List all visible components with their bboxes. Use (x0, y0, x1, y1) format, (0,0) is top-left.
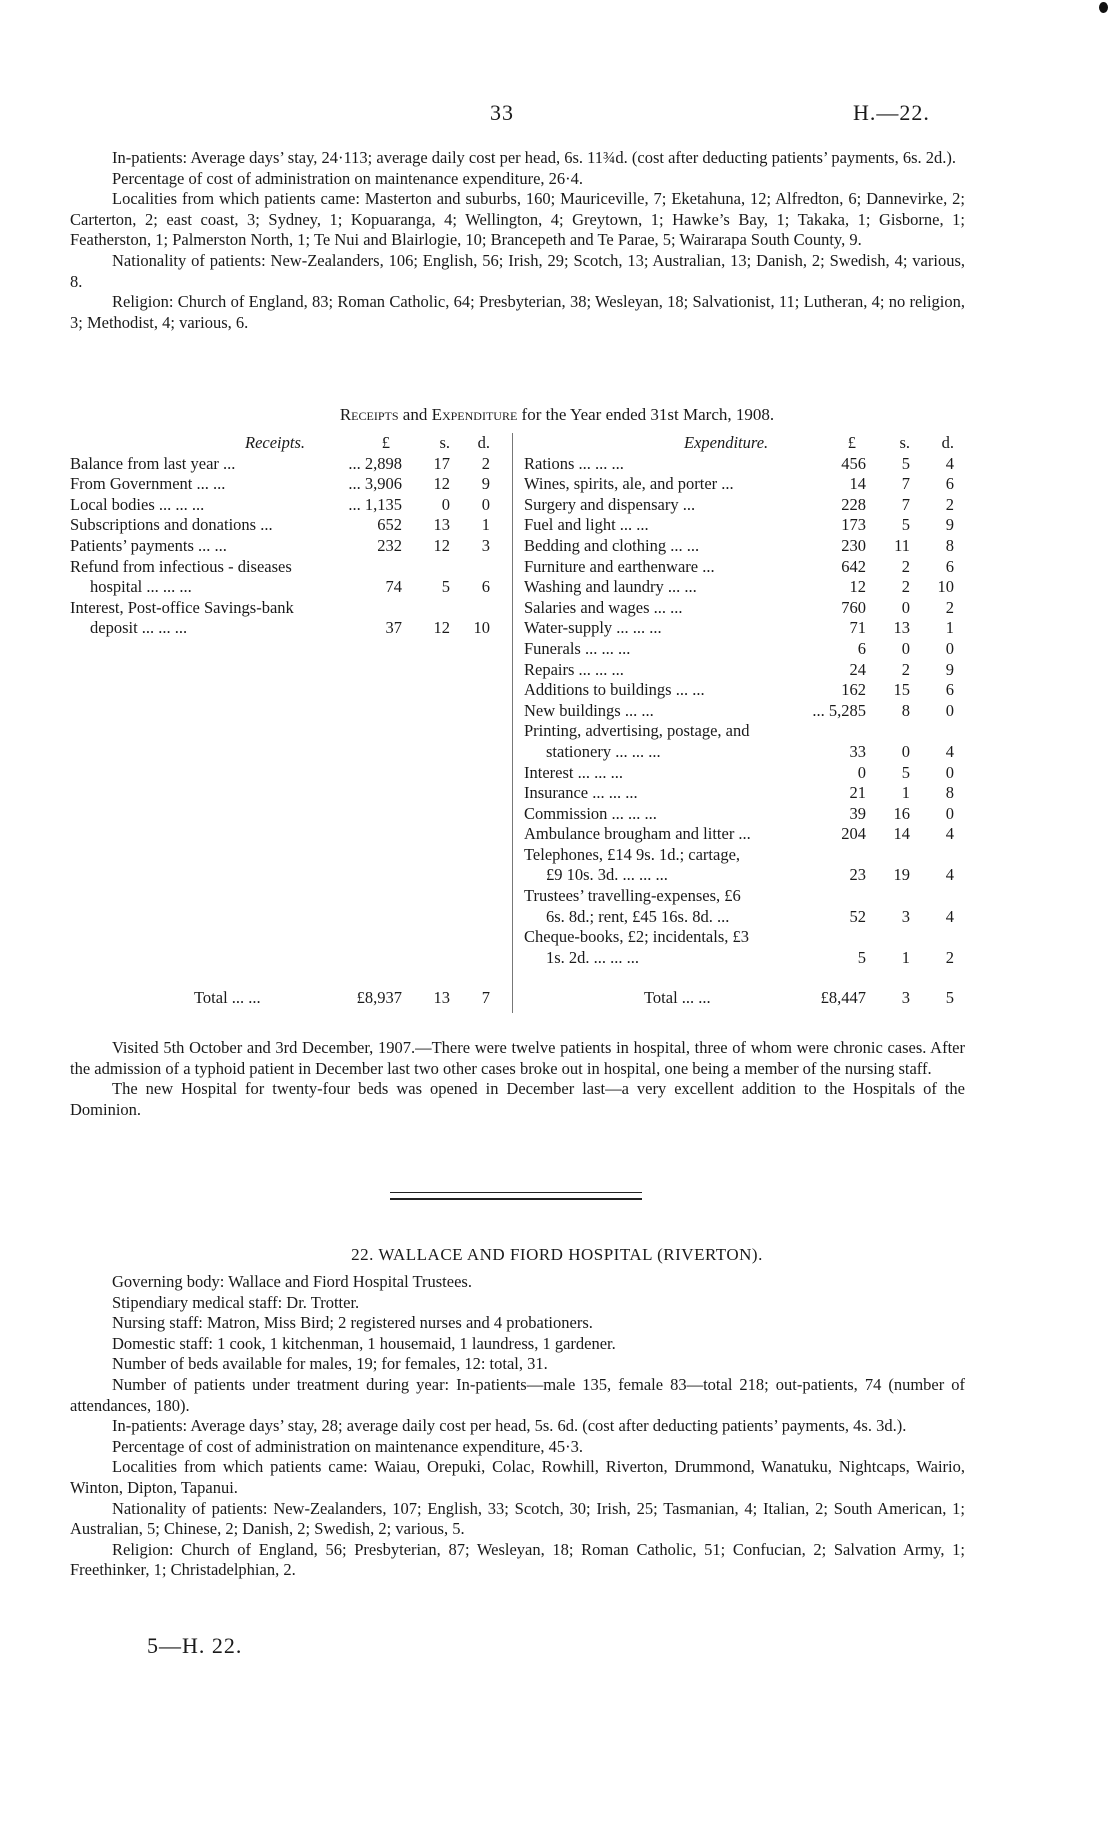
row-shillings: 1 (901, 783, 910, 803)
row-pence: 6 (481, 577, 490, 597)
row-label: Bedding and clothing ... ... (524, 535, 700, 555)
total-row (524, 988, 956, 1009)
row-pounds: 760 (841, 597, 866, 617)
paragraph: The new Hospital for twenty-four beds was opened in December last—a very excellent addition to the Hospitals of the Dominion. (70, 1079, 965, 1119)
row-pounds: 162 (841, 680, 866, 700)
row-label: 6s. 8d.; rent, £45 16s. 8d. ... (546, 906, 730, 926)
expenditure-column (524, 433, 956, 968)
table-row (524, 742, 956, 763)
row-shillings: 2 (901, 659, 910, 679)
title-rest: for the Year ended 31st March, 1908. (521, 405, 775, 424)
row-pence: 0 (481, 494, 490, 514)
row-pence: 2 (945, 597, 954, 617)
row-shillings: 17 (433, 453, 450, 473)
row-label: Trustees’ travelling-expenses, £6 (524, 886, 741, 906)
row-shillings: 14 (893, 824, 910, 844)
table-row (524, 577, 956, 598)
total-pence: 7 (481, 988, 490, 1007)
pence-heading: d. (941, 433, 954, 452)
paragraph: Nationality of patients: New-Zealanders, 107; English, 33; Scotch, 30; Irish, 25; Tasmanian, 4; Italian, 2; South American, 1; Australian, 5; Chinese, 2; Danish, 2; Swedish, 2; various, 5. (70, 1498, 965, 1539)
row-shillings: 11 (894, 535, 910, 555)
row-pounds: 14 (849, 474, 866, 494)
row-pence: 10 (937, 577, 954, 597)
total-label: Total ... ... (194, 988, 261, 1007)
total-label: Total ... ... (644, 988, 711, 1007)
paragraph: Localities from which patients came: Waiau, Orepuki, Colac, Rowhill, Riverton, Drummond, Wanatuku, Nightcaps, Wairio, Winton, Dipton, Tapanui. (70, 1457, 965, 1497)
table-row (70, 557, 510, 578)
document-reference: H.—22. (853, 100, 930, 125)
row-pence: 1 (945, 618, 954, 638)
row-label: Funerals ... ... ... (524, 638, 631, 658)
row-label: Balance from last year ... (70, 453, 236, 473)
table-row (70, 454, 510, 475)
row-pence: 4 (945, 865, 954, 885)
row-pence: 9 (945, 515, 954, 535)
row-shillings: 5 (901, 453, 910, 473)
row-label: Wines, spirits, ale, and porter ... (524, 474, 734, 494)
row-label: Salaries and wages ... ... (524, 597, 683, 617)
pence-heading: d. (477, 433, 490, 452)
paragraph: Percentage of cost of administration on maintenance expenditure, 26·4. (112, 168, 584, 188)
row-pence: 4 (945, 824, 954, 844)
expenditure-rows (524, 454, 956, 969)
row-shillings: 3 (901, 906, 910, 926)
paragraph: Governing body: Wallace and Fiord Hospital Trustees. (112, 1272, 472, 1291)
title-and: and (402, 405, 428, 424)
row-shillings: 19 (893, 865, 910, 885)
table-row (524, 660, 956, 681)
row-pence: 6 (945, 680, 954, 700)
row-pence: 9 (481, 474, 490, 494)
row-pounds: 23 (849, 865, 866, 885)
row-label: Telephones, £14 9s. 1d.; cartage, (524, 844, 741, 864)
receipts-total-row (70, 988, 510, 1009)
row-label: Interest ... ... ... (524, 762, 623, 782)
table-row (70, 577, 510, 598)
row-label: Subscriptions and donations ... (70, 515, 273, 535)
expenditure-header-row (524, 433, 956, 454)
total-row (70, 988, 510, 1009)
row-shillings: 2 (901, 577, 910, 597)
row-label: Cheque-books, £2; incidentals, £3 (524, 927, 750, 947)
row-label: £9 10s. 3d. ... ... ... (546, 865, 668, 885)
paragraph: Religion: Church of England, 83; Roman Catholic, 64; Presbyterian, 38; Wesleyan, 18; Salvationist, 11; Lutheran, 4; no religion, 3; Methodist, 4; various, 6. (70, 292, 965, 332)
row-pounds: ... 5,285 (812, 700, 866, 720)
row-pounds: 652 (377, 515, 402, 535)
table-row (524, 618, 956, 639)
row-pounds: 37 (385, 618, 402, 638)
row-pence: 10 (473, 618, 490, 638)
table-row (524, 865, 956, 886)
total-shillings: 13 (433, 988, 450, 1007)
row-shillings: 12 (433, 618, 450, 638)
row-label: hospital ... ... ... (90, 577, 192, 597)
row-shillings: 7 (901, 474, 910, 494)
column-divider (512, 433, 513, 1013)
total-shillings: 3 (901, 988, 910, 1007)
table-row (524, 886, 956, 907)
row-label: Washing and laundry ... ... (524, 577, 697, 597)
row-label: deposit ... ... ... (90, 618, 188, 638)
paragraph: Nationality of patients: New-Zealanders, 106; English, 56; Irish, 29; Scotch, 13; Australian, 13; Danish, 2; Swedish, 4; various, 8. (70, 250, 965, 291)
row-label: Patients’ payments ... ... (70, 535, 227, 555)
table-row (70, 474, 510, 495)
row-pence: 6 (945, 474, 954, 494)
section-divider (390, 1198, 642, 1200)
row-pounds: 456 (841, 453, 866, 473)
row-label: Refund from infectious - diseases (70, 556, 292, 576)
row-label: Surgery and dispensary ... (524, 494, 696, 514)
row-pence: 3 (481, 535, 490, 555)
row-label: stationery ... ... ... (546, 741, 661, 761)
row-pounds: 52 (849, 906, 866, 926)
row-pounds: 173 (841, 515, 866, 535)
paragraph: In-patients: Average days’ stay, 24·113; average daily cost per head, 6s. 11¾d. (cost after deducting patients’ payments, 6s. 2d.). (112, 148, 956, 167)
paragraph: Localities from which patients came: Masterton and suburbs, 160; Mauriceville, 7; Eketahuna, 12; Alfredton, 6; Dannevirke, 2; Carterton, 2; east coast, 3; Sydney, 1; Kopuaranga, 4; Wellington, 4; Greytown, 1; Hawke’s Bay, 1; Takaka, 1; Gisborne, 1; Featherston, 1; Palmerston North, 1; Te Nui and Blairlogie, 10; Brancepeth and Te Parae, 5; Wairarapa South County, 9. (70, 189, 965, 250)
paragraph: Stipendiary medical staff: Dr. Trotter. (112, 1292, 360, 1312)
table-row (524, 948, 956, 969)
receipts-header-row (70, 433, 510, 454)
row-pounds: ... 1,135 (348, 494, 402, 514)
row-pence: 4 (945, 906, 954, 926)
row-label: From Government ... ... (70, 474, 226, 494)
page-number: 33 (490, 100, 514, 125)
pounds-heading: £ (381, 433, 390, 452)
table-row (524, 454, 956, 475)
row-pounds: 5 (857, 947, 866, 967)
row-pounds: 71 (849, 618, 866, 638)
row-pounds: 228 (841, 494, 866, 514)
table-row (524, 701, 956, 722)
row-pence: 9 (945, 659, 954, 679)
table-row (524, 804, 956, 825)
table-row (524, 824, 956, 845)
row-shillings: 13 (433, 515, 450, 535)
row-pence: 2 (945, 494, 954, 514)
row-label: Fuel and light ... ... (524, 515, 649, 535)
row-pounds: 204 (841, 824, 866, 844)
row-pounds: 6 (857, 638, 866, 658)
row-label: Ambulance brougham and litter ... (524, 824, 751, 844)
row-pounds: 12 (849, 577, 866, 597)
row-pence: 8 (945, 783, 954, 803)
paragraph: Visited 5th October and 3rd December, 1907.—There were twelve patients in hospital, three of whom were chronic cases. After the admission of a typhoid patient in December last two other cases broke out in hospital, one being a member of the nursing staff. (70, 1038, 965, 1078)
paragraph: Percentage of cost of administration on maintenance expenditure, 45·3. (112, 1436, 584, 1456)
row-pounds: 21 (849, 783, 866, 803)
row-shillings: 5 (441, 577, 450, 597)
row-label: 1s. 2d. ... ... ... (546, 947, 640, 967)
total-pounds: £8,447 (820, 988, 866, 1007)
visit-paragraphs (70, 1038, 965, 1120)
shillings-heading: s. (899, 433, 910, 452)
table-row (524, 927, 956, 948)
row-pence: 2 (481, 453, 490, 473)
row-shillings: 5 (901, 762, 910, 782)
table-row (524, 907, 956, 928)
paragraph: In-patients: Average days’ stay, 28; average daily cost per head, 5s. 6d. (cost after deducting patients’ payments, 4s. 3d.). (112, 1416, 907, 1436)
row-label: Interest, Post-office Savings-bank (70, 597, 294, 617)
table-row (524, 495, 956, 516)
row-shillings: 1 (901, 947, 910, 967)
table-row (524, 515, 956, 536)
table-row (524, 639, 956, 660)
paragraph: Number of beds available for males, 19; for females, 12: total, 31. (112, 1354, 548, 1374)
row-pence: 4 (945, 741, 954, 761)
section-paragraphs (70, 1272, 965, 1581)
table-row (524, 763, 956, 784)
row-shillings: 5 (901, 515, 910, 535)
paragraph: Religion: Church of England, 56; Presbyterian, 87; Wesleyan, 18; Roman Catholic, 51; Confucian, 2; Salvation Army, 1; Freethinker, 1; Christadelphian, 2. (70, 1539, 965, 1580)
row-label: Additions to buildings ... ... (524, 680, 705, 700)
row-pounds: 230 (841, 535, 866, 555)
table-row (70, 536, 510, 557)
paragraph: Number of patients under treatment during year: In-patients—male 135, female 83—total 218; out-patients, 74 (number of attendances, 180). (70, 1374, 965, 1415)
row-pounds: 232 (377, 535, 402, 555)
expenditure-total-row (524, 988, 956, 1009)
row-shillings: 0 (441, 494, 450, 514)
section-title: 22. WALLACE AND FIORD HOSPITAL (RIVERTON). (351, 1245, 763, 1264)
table-row (524, 474, 956, 495)
title-expenditure: Expenditure (431, 405, 518, 424)
row-shillings: 2 (901, 556, 910, 576)
row-pence: 0 (945, 762, 954, 782)
table-title (0, 405, 1114, 425)
row-label: Repairs ... ... ... (524, 659, 624, 679)
row-label: Furniture and earthenware ... (524, 556, 715, 576)
title-receipts: Receipts (339, 405, 399, 424)
row-label: New buildings ... ... (524, 700, 654, 720)
ink-spot (1099, 2, 1108, 13)
signature-mark: 5—H. 22. (147, 1633, 243, 1658)
table-row (524, 845, 956, 866)
receipts-rows (70, 454, 510, 639)
row-pence: 2 (945, 947, 954, 967)
table-row (524, 721, 956, 742)
table-row (524, 680, 956, 701)
row-shillings: 8 (901, 700, 910, 720)
row-label: Rations ... ... ... (524, 453, 624, 473)
row-pounds: 74 (385, 577, 402, 597)
row-pounds: ... 2,898 (348, 453, 402, 473)
row-pounds: ... 3,906 (348, 474, 402, 494)
row-pence: 8 (945, 535, 954, 555)
table-row (524, 557, 956, 578)
row-shillings: 0 (901, 597, 910, 617)
table-row (70, 618, 510, 639)
row-pounds: 33 (849, 741, 866, 761)
row-shillings: 0 (901, 638, 910, 658)
row-pounds: 642 (841, 556, 866, 576)
total-pence: 5 (945, 988, 954, 1007)
row-pounds: 24 (849, 659, 866, 679)
total-pounds: £8,937 (356, 988, 402, 1007)
row-pounds: 0 (857, 762, 866, 782)
row-shillings: 15 (893, 680, 910, 700)
row-label: Insurance ... ... ... (524, 783, 638, 803)
row-shillings: 16 (893, 803, 910, 823)
receipts-heading: Receipts. (245, 433, 306, 452)
table-row (524, 598, 956, 619)
row-pounds: 39 (849, 803, 866, 823)
section-divider-thin (390, 1192, 642, 1193)
row-label: Local bodies ... ... ... (70, 494, 205, 514)
row-label: Commission ... ... ... (524, 803, 657, 823)
row-label: Water-supply ... ... ... (524, 618, 662, 638)
row-pence: 1 (481, 515, 490, 535)
expenditure-heading: Expenditure. (684, 433, 769, 452)
table-row (524, 783, 956, 804)
paragraph: Nursing staff: Matron, Miss Bird; 2 registered nurses and 4 probationers. (112, 1313, 593, 1333)
table-row (70, 495, 510, 516)
row-shillings: 12 (433, 474, 450, 494)
row-pence: 0 (945, 700, 954, 720)
row-pence: 0 (945, 638, 954, 658)
table-row (524, 536, 956, 557)
pounds-heading: £ (847, 433, 856, 452)
row-pence: 4 (945, 453, 954, 473)
row-shillings: 13 (893, 618, 910, 638)
row-shillings: 12 (433, 535, 450, 555)
row-label: Printing, advertising, postage, and (524, 721, 750, 741)
row-pence: 0 (945, 803, 954, 823)
table-row (70, 598, 510, 619)
row-shillings: 7 (901, 494, 910, 514)
receipts-column (70, 433, 510, 639)
row-pence: 6 (945, 556, 954, 576)
paragraph: Domestic staff: 1 cook, 1 kitchenman, 1 housemaid, 1 laundress, 1 gardener. (112, 1333, 616, 1353)
shillings-heading: s. (439, 433, 450, 452)
row-shillings: 0 (901, 741, 910, 761)
top-paragraphs (70, 148, 965, 333)
table-row (70, 515, 510, 536)
